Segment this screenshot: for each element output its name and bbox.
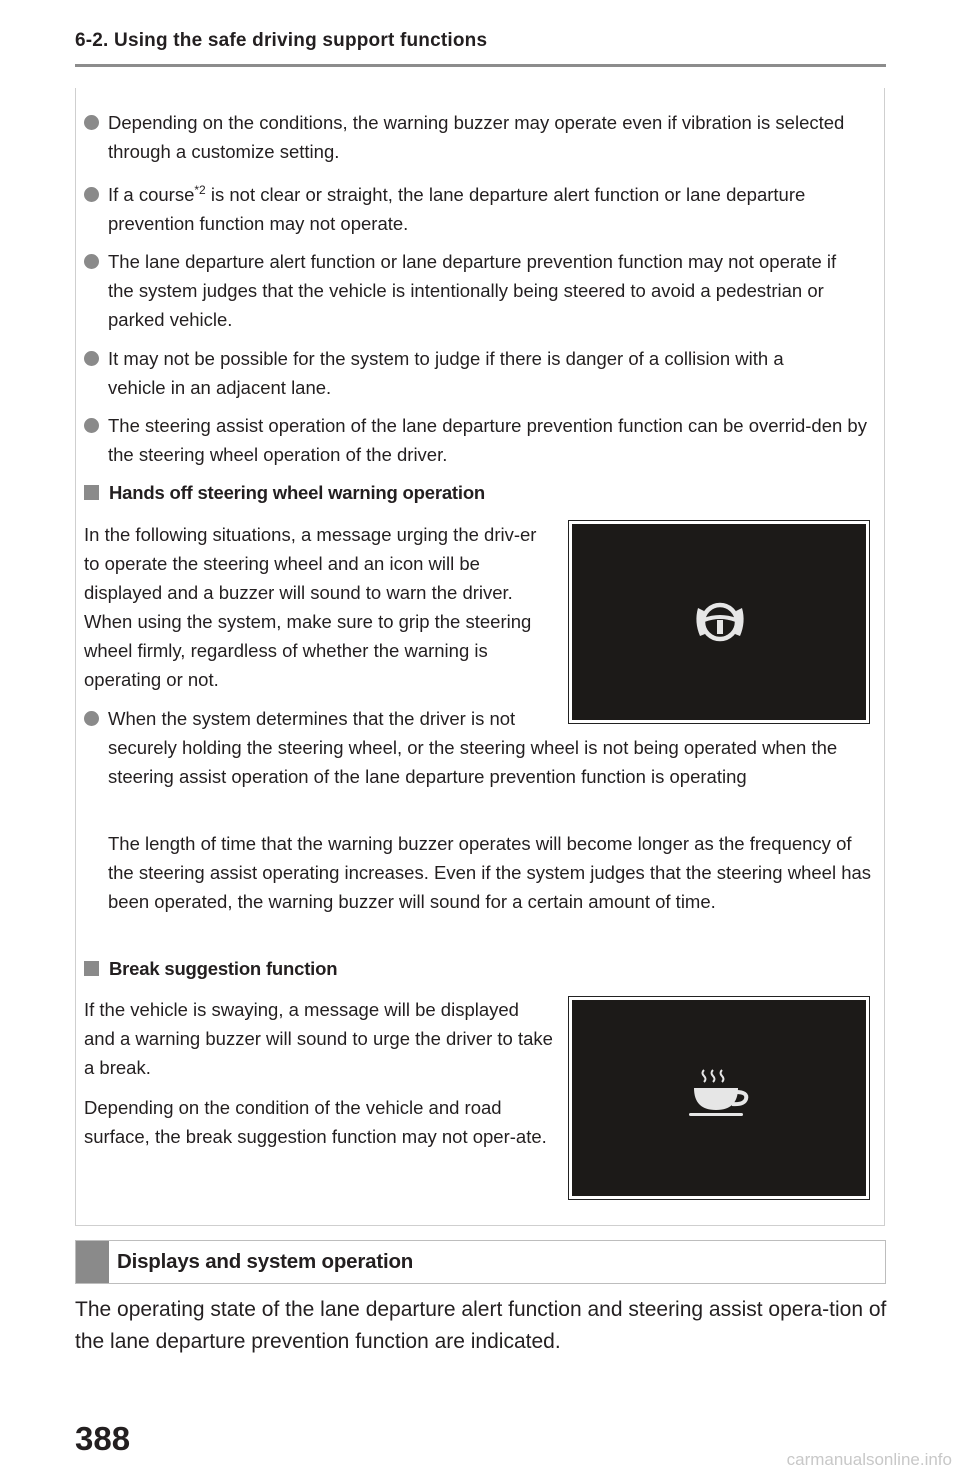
- square-bullet-icon: [84, 961, 99, 976]
- bullet-text: If a course$^{*2}$ is not clear or straight, the lane departure alert function or lane departure prevention function may not operate.: [108, 182, 806, 234]
- section-title: Displays and system operation: [117, 1250, 414, 1273]
- bullet-text: The lane departure alert function or lane departure prevention function may not operate if the system judges that the vehicle is intentionally being steered to avoid a pedestrian or parked vehicle.: [108, 251, 837, 330]
- bullet-item: [84, 180, 874, 238]
- section-tab-marker: [76, 1241, 109, 1283]
- bullet-text: When the system determines that the driver is not securely holding the steering wheel, or the steering wheel is not being operated when the steering assist operation of the lane departure prevention function is operating: [108, 708, 838, 787]
- bullet-item: [84, 344, 874, 402]
- section-body: The operating state of the lane departure alert function and steering assist opera-tion of the lane departure prevention function are indicated.: [75, 1298, 887, 1353]
- bullet-text: It may not be possible for the system to judge if there is danger of a collision with a vehicle in an adjacent lane.: [108, 348, 784, 398]
- break-display-image: [568, 996, 870, 1200]
- bullet-dot: [84, 418, 99, 433]
- subheading-hands-off: Hands off steering wheel warning operation: [84, 482, 485, 504]
- bullet-text: The steering assist operation of the lane departure prevention function can be overrid-den by the steering wheel operation of the driver.: [108, 415, 867, 465]
- page-number: 388: [75, 1420, 131, 1457]
- section-title-bar: [75, 1240, 886, 1284]
- hands-off-note: The length of time that the warning buzzer operates will become longer as the frequency of the steering assist operating increases. Even if the system judges that the steering wheel has been operated, the warning buzzer will sound for a certain amount of time.: [108, 833, 872, 912]
- hands-off-intro: In the following situations, a message urging the driv-er to operate the steering wheel and an icon will be displayed and a buzzer will sound to warn the driver. When using the system, make sure to grip the steering wheel firmly, regardless of whether the warning is operating or not.: [84, 524, 537, 690]
- square-bullet-icon: [84, 485, 99, 500]
- bullet-text: Depending on the conditions, the warning buzzer may operate even if vibration is selected through a customize setting.: [108, 112, 845, 162]
- bullet-item: [84, 411, 874, 469]
- hands-on-steering-wheel-icon: [690, 592, 750, 652]
- bullet-item: [84, 247, 874, 334]
- footnote-marker: *2: [194, 182, 206, 197]
- watermark: carmanualsonline.info: [786, 1450, 952, 1469]
- bullet-dot: [84, 187, 99, 202]
- bullet-dot: [84, 115, 99, 130]
- subheading-break-suggestion: Break suggestion function: [84, 958, 337, 980]
- coffee-cup-icon: [686, 1066, 756, 1122]
- section-header: 6-2. Using the safe driving support functions: [75, 30, 488, 51]
- hands-off-condition: [84, 704, 874, 791]
- break-para-2: Depending on the condition of the vehicle and road surface, the break suggestion function may not oper-ate.: [84, 1097, 547, 1147]
- bullet-dot: [84, 351, 99, 366]
- break-para-1: If the vehicle is swaying, a message will be displayed and a warning buzzer will sound to urge the driver to take a break.: [84, 999, 553, 1078]
- header-rule: [75, 64, 886, 67]
- hands-off-display-image: [568, 520, 870, 724]
- bullet-item: [84, 108, 874, 166]
- bullet-dot: [84, 254, 99, 269]
